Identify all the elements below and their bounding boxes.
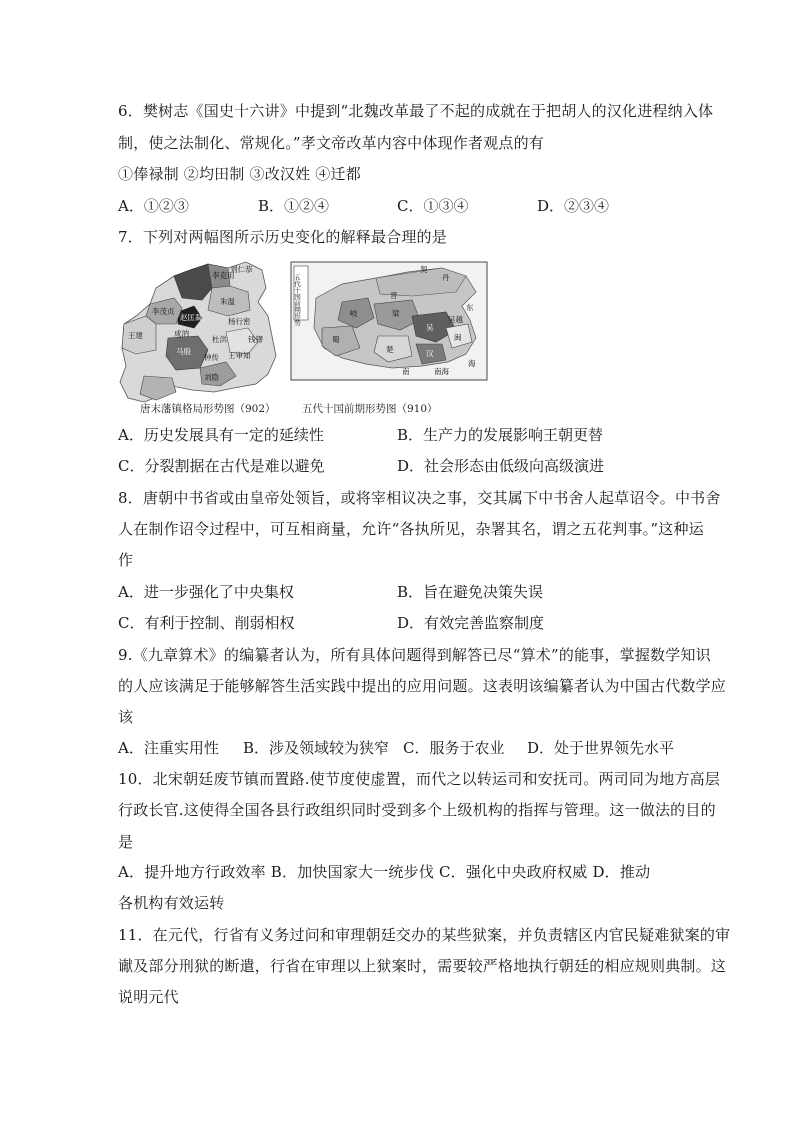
fd-label-4: 梁 (392, 309, 400, 318)
fd-label-14: 南海 (434, 367, 449, 376)
fd-label-7: 楚 (386, 345, 394, 354)
tang-label-10: 马殷 (176, 347, 191, 356)
tang-label-11: 王审知 (228, 351, 251, 360)
q6-items: ①俸禄制 ②均田制 ③改汉姓 ④迁都 (118, 165, 361, 183)
fd-label-8: 汉 (426, 349, 434, 358)
tang-label-2: 朱温 (220, 297, 235, 306)
q6-stem-line2: 制，使之法制化、常规化。”孝文帝改革内容中体现作者观点的有 (118, 134, 544, 152)
fd-label-13: 海 (468, 359, 476, 368)
tang-label-4: 王建 (128, 331, 143, 340)
q8-option-c: C．有利于控制、削弱相权 (118, 614, 295, 632)
fd-label-10: 吴越 (448, 315, 463, 324)
q7-option-b: B．生产力的发展影响王朝更替 (397, 426, 604, 444)
q6-option-a: A．①②③ (118, 197, 189, 215)
q6-stem-line1: 6．樊树志《国史十六讲》中提到“北魏改革最了不起的成就在于把胡人的汉化进程纳入体 (118, 102, 714, 120)
q9-stem-line2: 的人应该满足于能够解答生活实践中提出的应用问题。这表明该编纂者认为中国古代数学应 (118, 677, 727, 695)
tang-label-7: 成汭 (174, 329, 189, 338)
q7-option-d: D．社会形态由低级向高级演进 (397, 457, 605, 475)
q8-option-a: A．进一步强化了中央集权 (118, 583, 294, 601)
q9-option-b: B．涉及领域较为狭窄 (243, 739, 390, 757)
fd-label-9: 闽 (454, 333, 462, 342)
q7-stem: 7．下列对两幅图所示历史变化的解释最合理的是 (118, 228, 447, 246)
tang-label-3: 李茂贞 (152, 307, 175, 316)
fd-label-5: 蜀 (332, 335, 340, 344)
q9-option-a: A．注重实用性 (118, 739, 219, 757)
tang-label-5: 赵匡凝 (180, 313, 203, 322)
fd-label-3: 岐 (350, 309, 358, 318)
q6-option-c: C．①③④ (397, 197, 469, 215)
q11-stem-line2: 谳及部分刑狱的断遣，行省在审理以上狱案时，需要较严格地执行朝廷的相应规则典制。这 (118, 957, 727, 975)
q8-stem-line2: 人在制作诏令过程中，可互相商量，允许“各执所见，杂署其名，谓之五花判事。”这种运 (118, 520, 704, 538)
tang-label-13: 钟传 (204, 353, 219, 362)
q8-stem-line3: 作 (118, 551, 134, 569)
q11-stem-line1: 11．在元代，行省有义务过问和审理朝廷交办的某些狱案，并负责辖区内官民疑难狱案的审 (118, 926, 731, 944)
tang-label-0: 李克用 (212, 271, 235, 280)
fd-label-1: 丹 (442, 273, 450, 282)
q10-stem-line2: 行政长官.这使得全国各县行政组织同时受到多个上级机构的指挥与管理。这一做法的目的 (118, 801, 716, 819)
q10-stem-line3: 是 (118, 833, 134, 851)
q9-stem-line1: 9.《九章算术》的编纂者认为，所有具体问题得到解答已尽“算术”的能事，掌握数学知识 (118, 646, 711, 664)
q9-option-d: D．处于世界领先水平 (527, 739, 675, 757)
tang-map (120, 262, 276, 402)
q10-options-cont: 各机构有效运转 (118, 894, 225, 912)
tang-label-8: 钱镠 (248, 335, 263, 344)
tang-label-6: 杨行密 (228, 317, 251, 326)
q8-stem-line1: 8．唐朝中书省或由皇帝处领旨，或将宰相议决之事，交其属下中书舍人起草诏令。中书舍 (118, 489, 721, 507)
tang-label-9: 杜洪 (212, 335, 227, 344)
q6-option-d: D．②③④ (537, 197, 610, 215)
q8-option-d: D．有效完善监察制度 (397, 614, 545, 632)
fd-label-2: 晋 (390, 291, 398, 300)
maps-figure (116, 258, 496, 418)
tang-label-1: 刘仁恭 (230, 265, 253, 274)
five-dynasties-map-caption: 五代十国前期形势图（910） (302, 403, 438, 415)
q7-option-c: C．分裂割据在古代是难以避免 (118, 457, 325, 475)
q9-stem-line3: 该 (118, 708, 134, 726)
q8-option-b: B．旨在避免决策失误 (397, 583, 544, 601)
fd-label-0: 契 (420, 265, 428, 274)
tang-label-12: 刘隐 (204, 373, 219, 382)
tang-map-caption: 唐末藩镇格局形势图（902） (140, 403, 276, 415)
fd-label-11: 东 (466, 303, 474, 312)
q7-option-a: A．历史发展具有一定的延续性 (118, 426, 324, 444)
q10-options: A．提升地方行政效率 B．加快国家大一统步伐 C．强化中央政府权威 D．推动 (118, 863, 651, 881)
five-dynasties-map (291, 262, 487, 380)
fd-label-6: 吴 (426, 323, 434, 332)
fd-label-12: 南 (402, 367, 410, 376)
five-dynasties-map-title: 五代十国前期形势 (293, 274, 301, 326)
q10-stem-line1: 10．北宋朝廷废节镇而置路.使节度使虚置，而代之以转运司和安抚司。两司同为地方高层 (118, 770, 721, 788)
q11-stem-line3: 说明元代 (118, 988, 179, 1006)
q7-maps (116, 258, 496, 418)
q9-option-c: C．服务于农业 (403, 739, 505, 757)
q6-option-b: B．①②④ (258, 197, 330, 215)
